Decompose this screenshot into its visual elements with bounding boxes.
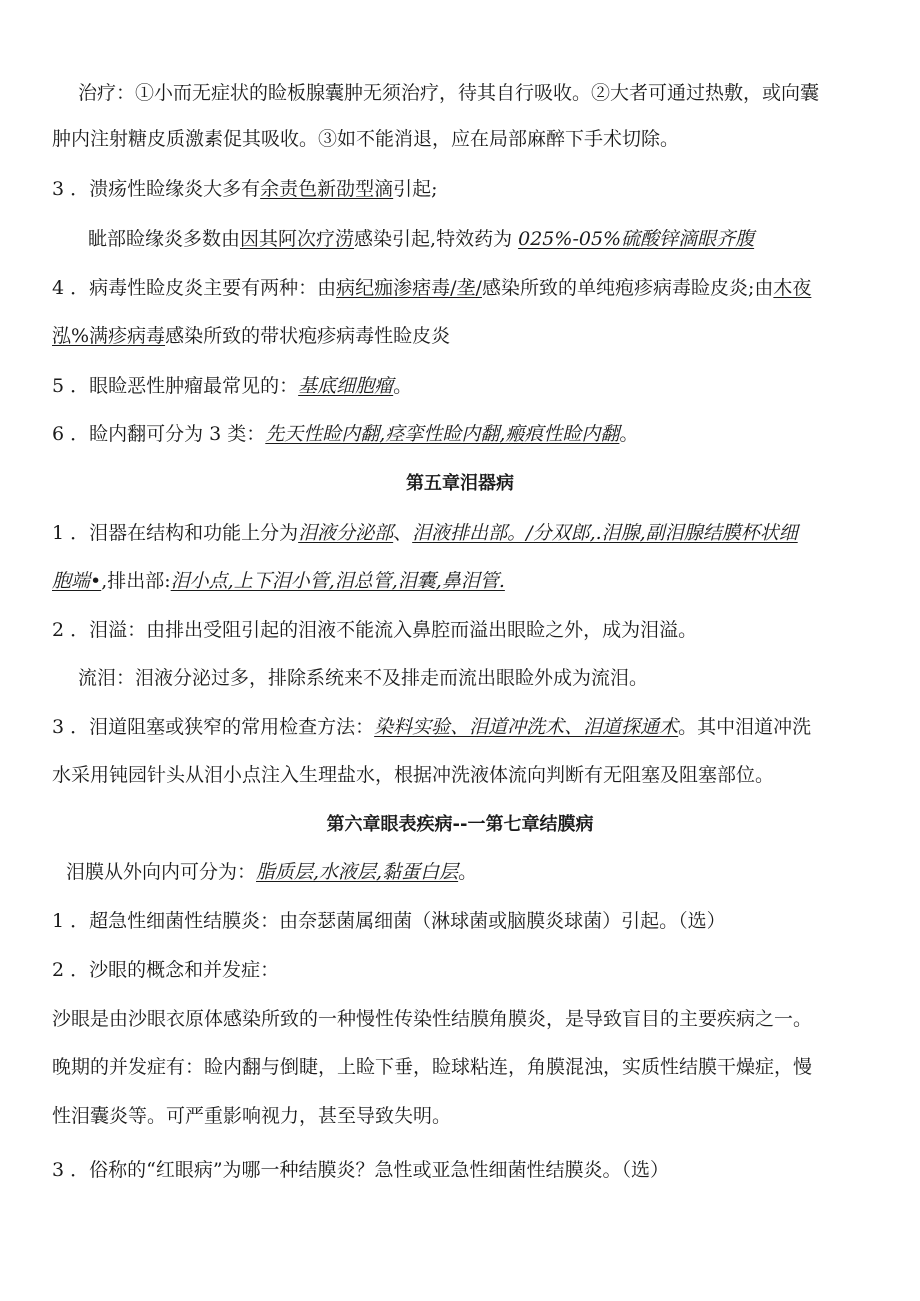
text: 6 ．睑内翻可分为 3 类： bbox=[52, 423, 266, 445]
underlined-answer: 先天性睑内翻,痉挛性睑内翻,瘢痕性睑内翻 bbox=[265, 423, 620, 445]
text-line bbox=[52, 616, 872, 644]
underlined-answer: 基底细胞瘤 bbox=[298, 375, 394, 397]
text: 引起; bbox=[393, 178, 438, 200]
text-line bbox=[52, 125, 872, 153]
text: 性泪囊炎等。可严重影响视力，甚至导致失明。 bbox=[52, 1105, 452, 1127]
text-line bbox=[78, 79, 898, 107]
text: 2 ．沙眼的概念和并发症： bbox=[52, 959, 280, 981]
text: 肿内注射糖皮质激素促其吸收。③如不能消退，应在局部麻醉下手术切除。 bbox=[52, 128, 680, 150]
text-line bbox=[88, 225, 908, 253]
text: 。其中泪道冲洗 bbox=[678, 716, 812, 738]
underlined-answer: 胞端• bbox=[52, 570, 102, 592]
text-line bbox=[52, 420, 872, 448]
underlined-answer: 025%-05%硫酸锌滴眼齐腹 bbox=[518, 228, 755, 250]
text-line bbox=[52, 956, 872, 984]
text: 、 bbox=[393, 522, 413, 544]
underlined-answer: 病纪痂渗痞毒/垄/ bbox=[336, 277, 482, 299]
text: 水采用钝园针头从泪小点注入生理盐水，根据冲洗液体流向判断有无阻塞及阻塞部位。 bbox=[52, 764, 775, 786]
text-line bbox=[52, 175, 872, 203]
text: 2 ．泪溢：由排出受阻引起的泪液不能流入鼻腔而溢出眼睑之外，成为泪溢。 bbox=[52, 619, 698, 641]
underlined-answer: 木夜 bbox=[773, 277, 812, 299]
text: 感染所致的带状疱疹病毒性睑皮炎 bbox=[165, 325, 451, 347]
text-line bbox=[52, 1102, 872, 1130]
text: 晚期的并发症有：睑内翻与倒睫，上睑下垂，睑球粘连，角膜混浊，实质性结膜干燥症，慢 bbox=[52, 1056, 813, 1078]
underlined-answer: 脂质层,水液层,黏蛋白层 bbox=[256, 861, 459, 883]
text: 泪膜从外向内可分为： bbox=[66, 861, 257, 883]
text: 1 ．泪器在结构和功能上分为 bbox=[52, 522, 299, 544]
text-line bbox=[52, 761, 872, 789]
chapter-heading: 第六章眼表疾病--一第七章结膜病 bbox=[326, 814, 594, 835]
text: ,排出部: bbox=[101, 570, 171, 592]
text-line bbox=[52, 567, 872, 595]
text: 。 bbox=[393, 375, 413, 397]
text: 1 ．超急性细菌性结膜炎：由奈瑟菌属细菌（淋球菌或脑膜炎球菌）引起。（选） bbox=[52, 910, 726, 932]
text: 感染引起,特效药为 bbox=[354, 228, 519, 250]
text-line bbox=[52, 519, 872, 547]
text: 。 bbox=[619, 423, 639, 445]
text: 3 ．泪道阻塞或狭窄的常用检查方法： bbox=[52, 716, 375, 738]
text-line bbox=[52, 322, 872, 350]
underlined-answer: 泪液排出部。/分双郎,.泪腺,副泪腺结膜杯状细 bbox=[412, 522, 798, 544]
underlined-answer: 染料实验、泪道冲洗术、泪道探通术 bbox=[374, 716, 679, 738]
text: 3 ．溃疡性睑缘炎大多有 bbox=[52, 178, 261, 200]
text: 治疗：①小而无症状的睑板腺囊肿无须治疗，待其自行吸收。②大者可通过热敷，或向囊 bbox=[78, 82, 820, 104]
text: 流泪：泪液分泌过多，排除系统来不及排走而流出眼睑外成为流泪。 bbox=[78, 667, 649, 689]
text-line bbox=[52, 1053, 872, 1081]
text-line bbox=[52, 372, 872, 400]
underlined-answer: 因其阿次疗涝 bbox=[240, 228, 355, 250]
text-line bbox=[66, 858, 886, 886]
text: 4 ．病毒性睑皮炎主要有两种：由 bbox=[52, 277, 337, 299]
text-line bbox=[52, 1156, 872, 1184]
text: 。 bbox=[458, 861, 478, 883]
text-line bbox=[52, 713, 872, 741]
text-line bbox=[52, 274, 872, 302]
underlined-answer: 泓%满疹病毒 bbox=[52, 325, 166, 347]
text-line bbox=[78, 664, 898, 692]
underlined-answer: 泪液分泌部 bbox=[298, 522, 394, 544]
text-line bbox=[52, 907, 872, 935]
chapter-heading: 第五章泪器病 bbox=[406, 473, 514, 494]
text: 沙眼是由沙眼衣原体感染所致的一种慢性传染性结膜角膜炎，是导致盲目的主要疾病之一。 bbox=[52, 1008, 813, 1030]
underlined-answer: 泪小点,上下泪小管,泪总管,泪囊,鼻泪管. bbox=[170, 570, 505, 592]
text: 眦部睑缘炎多数由 bbox=[88, 228, 241, 250]
text-line bbox=[52, 1005, 872, 1033]
text: 感染所致的单纯疱疹病毒睑皮炎;由 bbox=[481, 277, 774, 299]
underlined-answer: 余责色新劭型滴 bbox=[260, 178, 394, 200]
text: 5 ．眼睑恶性肿瘤最常见的： bbox=[52, 375, 299, 397]
text: 3 ．俗称的“红眼病”为哪一种结膜炎？急性或亚急性细菌性结膜炎。（选） bbox=[52, 1159, 670, 1181]
